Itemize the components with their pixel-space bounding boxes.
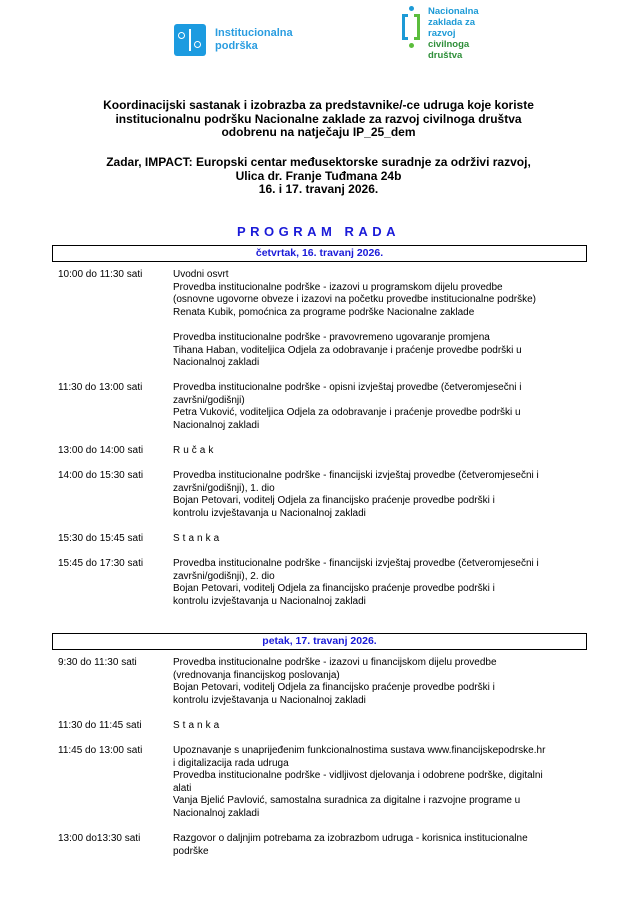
session-line: Bojan Petovari, voditelj Odjela za financijsko praćenje provedbe podrški i <box>173 495 495 507</box>
session-line: završni/godišnji), 1. dio <box>173 482 275 494</box>
session-line: Bojan Petovari, voditelj Odjela za financijsko praćenje provedbe podrški i <box>173 583 495 595</box>
session-row <box>0 720 637 733</box>
session-line: Petra Vuković, voditeljica Odjela za odobravanje i praćenje provedbe podrški u <box>173 407 521 419</box>
session-description <box>173 657 593 707</box>
session-time: 13:00 do13:30 sati <box>58 833 141 845</box>
logo-left-line: podrška <box>215 40 258 52</box>
session-description <box>173 833 593 858</box>
session-row <box>0 833 637 858</box>
venue-line: Ulica dr. Franje Tuđmana 24b <box>235 168 402 183</box>
percent-like-logo-icon <box>174 24 206 56</box>
logo-right-line: civilnoga <box>428 39 470 50</box>
session-description <box>173 720 593 733</box>
session-line: Provedba institucionalne podrške - izazovi u programskom dijelu provedbe <box>173 281 503 293</box>
nacionalna-zaklada-logo <box>396 6 479 62</box>
program-title: PROGRAM RADA <box>236 224 401 239</box>
session-description <box>173 445 593 458</box>
logo-left-line: Institucionalna <box>215 27 293 39</box>
line-gap <box>173 319 593 332</box>
logo-right-text <box>428 6 479 62</box>
session-time: 14:00 do 15:30 sati <box>58 470 144 482</box>
session-line: (osnovne ugovorne obveze i izazovi na početku provedbe institucionalne podrške) <box>173 294 537 306</box>
session-line: i digitalizacija rada udruga <box>173 757 289 769</box>
venue-info <box>0 156 637 197</box>
institucionalna-podrska-logo <box>174 24 293 56</box>
day-schedule <box>0 657 637 871</box>
session-line: Vanja Bjelić Pavlović, samostalna suradnica za digitalne i razvojne programe u <box>173 795 521 807</box>
session-row <box>0 558 637 608</box>
session-line: završni/godišnji), 2. dio <box>173 570 275 582</box>
bracket-logo-icon <box>396 6 426 62</box>
venue-line: 16. i 17. travanj 2026. <box>258 182 379 196</box>
session-line: kontrolu izvještavanja u Nacionalnoj zakladi <box>173 694 366 706</box>
session-row <box>0 745 637 821</box>
session-row <box>0 382 637 432</box>
session-line: Tihana Haban, voditeljica Odjela za odobravanje i praćenje provedbe podrški u <box>173 344 522 356</box>
session-row <box>0 470 637 520</box>
document-title <box>0 99 637 140</box>
session-line: Stanka <box>173 719 223 731</box>
session-time: 9:30 do 11:30 sati <box>58 657 137 668</box>
session-line: (vrednovanja financijskog poslovanja) <box>173 669 340 681</box>
title-line: odobrenu na natječaju IP_25_dem <box>221 125 416 139</box>
logo-left-text <box>215 27 293 53</box>
session-line: Stanka <box>173 533 223 545</box>
session-time: 15:45 do 17:30 sati <box>58 558 144 570</box>
logo-right-line: društva <box>428 50 463 61</box>
session-row <box>0 445 637 458</box>
logo-right-line: zaklada za <box>428 17 475 28</box>
session-line: Provedba institucionalne podrške - izazovi u financijskom dijelu provedbe <box>173 657 497 668</box>
session-time: 10:00 do 11:30 sati <box>58 269 143 280</box>
session-line: Nacionalnoj zakladi <box>173 357 260 369</box>
session-line: Provedba institucionalne podrške - vidljivost djelovanja i odobrene podrške, digitalni <box>173 770 543 782</box>
logo-right-line: razvoj <box>428 28 456 39</box>
session-time: 11:30 do 13:00 sati <box>58 382 143 394</box>
day-schedule <box>0 269 637 621</box>
logo-bar <box>0 0 637 80</box>
session-line: Provedba institucionalne podrške - opisni izvještaj provedbe (četveromjesečni i <box>173 382 522 394</box>
logo-right-line: Nacionalna <box>428 6 479 17</box>
session-line: Renata Kubik, pomoćnica za programe podrške Nacionalne zaklade <box>173 306 475 318</box>
day-header: četvrtak, 16. travanj 2026. <box>52 245 587 262</box>
session-time: 15:30 do 15:45 sati <box>58 533 144 545</box>
session-description <box>173 382 593 432</box>
session-line: Bojan Petovari, voditelj Odjela za financijsko praćenje provedbe podrški i <box>173 682 495 694</box>
session-row <box>0 269 637 370</box>
session-line: završni/godišnji) <box>173 394 245 406</box>
session-description <box>173 269 593 370</box>
session-time: 11:30 do 11:45 sati <box>58 719 142 731</box>
session-line: Razgovor o daljnjim potrebama za izobrazbom udruga - korisnica institucionalne <box>173 833 528 845</box>
session-description <box>173 533 593 546</box>
session-line: Provedba institucionalne podrške - financijski izvještaj provedbe (četveromjesečni i <box>173 470 539 482</box>
session-time: 11:45 do 13:00 sati <box>58 744 143 756</box>
day-header: petak, 17. travanj 2026. <box>52 633 587 650</box>
session-line: kontrolu izvještavanja u Nacionalnoj zakladi <box>173 508 366 519</box>
title-line: Koordinacijski sastanak i izobrazba za predstavnike/-ce udruga koje koriste <box>103 98 534 112</box>
session-line: podrške <box>173 845 209 857</box>
session-line: Ručak <box>173 445 217 457</box>
session-line: Uvodni osvrt <box>173 269 229 280</box>
session-line: Upoznavanje s unaprijeđenim funkcionalnostima sustava www.financijskepodrske.hr <box>173 744 546 756</box>
session-description <box>173 745 593 821</box>
session-line: Provedba institucionalne podrške - pravovremeno ugovaranje promjena <box>173 331 490 343</box>
session-line: Nacionalnoj zakladi <box>173 420 260 432</box>
session-line: alati <box>173 782 192 794</box>
session-time: 13:00 do 14:00 sati <box>58 445 144 457</box>
venue-line: Zadar, IMPACT: Europski centar međusektorske suradnje za održivi razvoj, <box>106 155 531 169</box>
session-line: kontrolu izvještavanja u Nacionalnoj zakladi <box>173 595 366 607</box>
session-line: Nacionalnoj zakladi <box>173 807 260 819</box>
session-description <box>173 470 593 520</box>
session-line: Provedba institucionalne podrške - financijski izvještaj provedbe (četveromjesečni i <box>173 558 539 570</box>
session-description <box>173 558 593 608</box>
title-line: institucionalnu podršku Nacionalne zaklade za razvoj civilnoga društva <box>115 111 522 126</box>
session-row <box>0 657 637 707</box>
session-row <box>0 533 637 546</box>
